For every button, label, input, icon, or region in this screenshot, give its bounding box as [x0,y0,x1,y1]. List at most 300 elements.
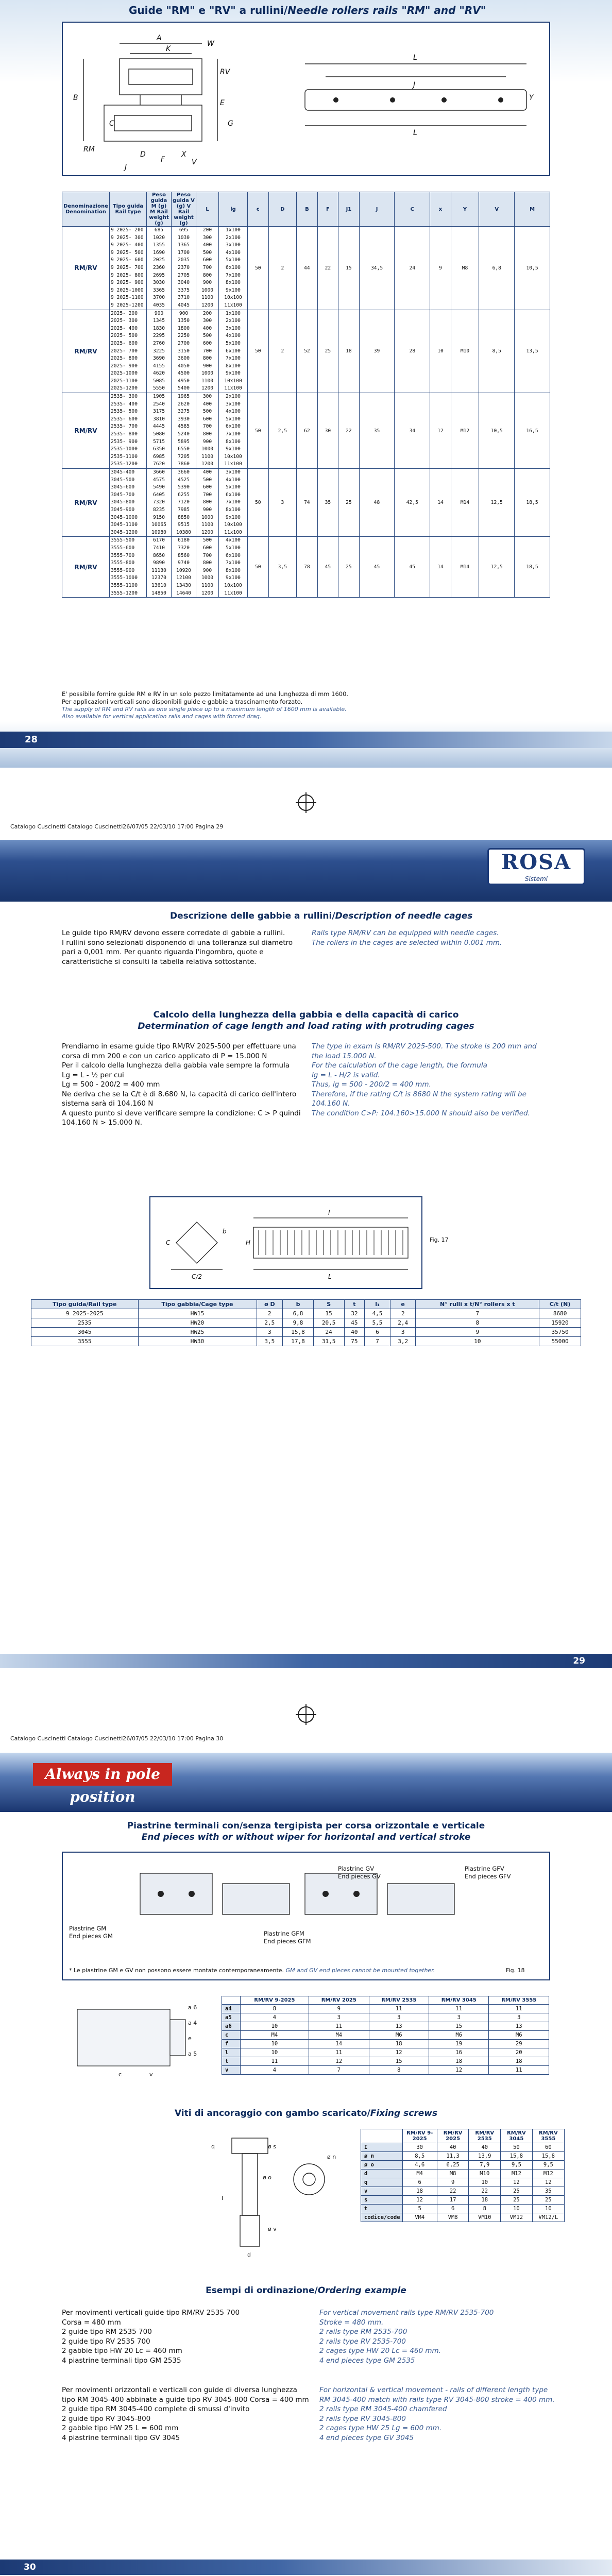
cell: 29 [489,2040,549,2048]
th-s: S [313,1300,344,1309]
rail-types: 9 2025- 200 9 2025- 300 9 2025- 400 9 2025- 500 9 2025- 600 9 2025- 700 9 2025- 800 9 2025- 900 9 2025-1000 9 2025-1100 9 2025-1200 [111,227,144,308]
rail-technical-drawing [63,23,549,175]
val-v: 12,5 [479,469,515,537]
cell-cage: HW20 [138,1318,257,1328]
cell-rollers: 8 [416,1318,539,1328]
val-c-lower: 50 [248,469,269,537]
cell: 8,5 [402,2152,437,2161]
table-row [361,2143,565,2152]
dim-a5: a 5 [188,2050,197,2057]
cell: VM12/L [532,2213,564,2222]
th-denomination: Denominazione Denomination [62,192,110,227]
endpieces-table [222,1996,549,2075]
th-blank [222,1996,241,2005]
page-number-bar [0,732,612,748]
page-number: 28 [25,734,38,745]
cell: 10 [469,2178,501,2187]
val-b: 78 [297,537,318,598]
cell: 12 [429,2066,489,2075]
screw-drawing [191,2128,345,2262]
cell: VM12 [501,2213,533,2222]
th-f: F [317,192,338,227]
cell: 15,8 [501,2152,533,2161]
row-label: a5 [222,2013,241,2022]
cage-cross-section [176,1222,217,1263]
rail-rv-slot [129,69,193,84]
rail-data-table [62,192,550,598]
cell: 8 [240,2005,309,2013]
group-name: RM/RV [62,537,110,598]
dim-c2: C/2 [192,1273,202,1280]
th-x: x [430,192,451,227]
val-b: 74 [297,469,318,537]
page28-notes [62,690,550,720]
val-v: 6,8 [479,227,515,310]
sec1-it: Descrizione delle gabbie a rullini/ [170,911,335,921]
th-9-2025: RM/RV 9-2025 [240,1996,309,2005]
val-v: 8,5 [479,310,515,393]
logo-sub: Sistemi [524,875,548,883]
val-d: 2,5 [268,393,297,469]
table-row [222,2048,549,2057]
th-3045: RM/RV 3045 [501,2129,533,2143]
cell-e: 2,4 [390,1318,416,1328]
cell-d: 2 [257,1309,283,1318]
rail-holes [333,97,503,103]
table-row [361,2213,565,2222]
val-y: M10 [451,310,479,393]
cell-rail: 3555 [31,1337,139,1346]
rail-types: 2535- 300 2535- 400 2535- 500 2535- 600 2535- 700 2535- 800 2535- 900 2535-1000 2535-1100 2535-1200 [111,394,138,467]
group-name: RM/RV [62,310,110,393]
cell-rollers: 10 [416,1337,539,1346]
cell-b: 15,8 [283,1328,314,1337]
cage-table [31,1299,581,1346]
header-banner [0,1753,612,1812]
label-gm: Piastrine GM End pieces GM [69,1925,113,1940]
group-name: RM/RV [62,227,110,310]
order-example-1-it: Per movimenti verticali guide tipo RM/RV 2535 700 Corsa = 480 mm 2 guide tipo RM 2535 700 2 guide tipo RV 2535 700 2 gabbie tipo HW 20 Lc = 460 mm 4 piastrine terminali tipo GM 2535 [62,2309,240,2365]
registration-mark [298,794,314,811]
cell: M12 [532,2170,564,2178]
rail-data-table-wrap [62,192,550,598]
val-b: 44 [297,227,318,310]
length-l: 300 400 500 600 700 800 900 1000 1100 1200 [201,394,214,467]
cell: 11 [309,2048,369,2057]
sec3-en: Ordering example [317,2285,406,2296]
cell-d: 3,5 [257,1337,283,1346]
cell: 10 [240,2022,309,2031]
cell: 18 [429,2057,489,2066]
cell: 8 [369,2066,429,2075]
cell: 10 [501,2205,533,2213]
label-gfm: Piastrine GFM End pieces GFM [264,1930,311,1945]
cell: M8 [437,2170,469,2178]
cell: 3 [429,2013,489,2022]
length-lg: 3x100 4x100 5x100 6x100 7x100 8x100 9x100 10x100 11x100 [224,469,242,535]
table-header-row [222,1996,549,2005]
cell-s: 31,5 [313,1337,344,1346]
screw-thread [240,2215,260,2246]
cell: 6 [402,2178,437,2187]
dim-h: H [246,1239,251,1246]
cell: 20 [489,2048,549,2057]
header-banner [0,840,612,902]
cage-rollers [259,1230,403,1255]
rail-rm-slot [114,115,192,131]
dim-label-j-left: J [125,163,127,172]
cage-drawing [150,1197,421,1288]
cell: VM8 [437,2213,469,2222]
end-piece-gfv [387,1884,454,1914]
rail-types: 3555-500 3555-600 3555-700 3555-800 3555-900 3555-1000 3555-1100 3555-1200 [111,537,138,596]
screws-table [361,2129,565,2222]
figure-caption: Fig. 17 [430,1236,449,1243]
val-d: 3 [268,469,297,537]
table-row [361,2170,565,2178]
th-ct: C/t (N) [539,1300,581,1309]
cell: 11 [369,2005,429,2013]
cell: 9 [437,2178,469,2187]
dim-n: ø n [327,2154,336,2160]
cell: 13,9 [469,2152,501,2161]
note-it: * Le piastrine GM e GV non possono essere montate contemporaneamente. [69,1967,284,1974]
val-b: 52 [297,310,318,393]
th-d: D [268,192,297,227]
cell-ct: 55000 [539,1337,581,1346]
cell: 22 [469,2187,501,2196]
th-9-2025: RM/RV 9-2025 [402,2129,437,2143]
val-d: 2 [268,310,297,393]
table-row [62,227,550,310]
val-d: 2 [268,227,297,310]
cell-b: 9,8 [283,1318,314,1328]
endpiece-profile [67,1994,206,2087]
rail-rv-section [120,59,202,95]
dim-v: v [149,2071,153,2078]
page-title [129,4,486,16]
dim-a6: a 6 [188,2004,197,2011]
val-j1: 25 [338,537,360,598]
th-b: B [297,192,318,227]
length-lg: 1x100 2x100 3x100 4x100 5x100 6x100 7x100 8x100 9x100 10x100 11x100 [224,227,242,308]
dim-label-l-bottom: L [413,129,417,137]
val-y: M14 [451,469,479,537]
cell: 12 [402,2196,437,2205]
val-y: M12 [451,393,479,469]
dim-label-d: D [140,150,146,159]
cell: 12 [532,2178,564,2187]
cell-rail: 9 2025-2025 [31,1309,139,1318]
weight-v: 695 1030 1365 1700 2035 2370 2705 3040 3375 3710 4045 [177,227,190,308]
cell-l1: 5,5 [365,1318,390,1328]
group-name: RM/RV [62,469,110,537]
cell-ct: 8680 [539,1309,581,1318]
section-title-cages [170,911,472,921]
weight-m: 1905 2540 3175 3810 4445 5080 5715 6350 6985 7620 [152,394,165,467]
rail-label-rv: RV [220,68,230,76]
dim-label-b: B [73,94,78,102]
cell: M10 [469,2170,501,2178]
val-x: 10 [430,310,451,393]
section-title-calc-en: Determination of cage length and load rating with protruding cages [138,1021,474,1031]
row-label: f [222,2040,241,2048]
dim-d: d [247,2251,251,2258]
dim-v: ø v [268,2226,277,2232]
section-title-calc-it: Calcolo della lunghezza della gabbia e della capacità di carico [153,1010,459,1020]
dim-s: ø s [268,2143,276,2150]
val-f: 30 [317,393,338,469]
val-d: 3,5 [268,537,297,598]
dim-b: b [223,1228,227,1235]
label-gfv: Piastrine GFV End pieces GFV [465,1865,511,1880]
val-j: 48 [359,469,395,537]
val-c-upper: 34 [395,393,430,469]
table-row [62,537,550,598]
th-l1: l₁ [365,1300,390,1309]
row-label: l [222,2048,241,2057]
val-c-upper: 24 [395,227,430,310]
cell-b: 6,8 [283,1309,314,1318]
endpiece-dim-drawing [67,1994,206,2087]
cell: 3 [489,2013,549,2022]
screw-head [232,2138,268,2154]
cell: 25 [501,2187,533,2196]
cell: 25 [532,2196,564,2205]
cage-table-wrap [31,1299,581,1346]
cell: 11 [429,2005,489,2013]
cell: 7,9 [469,2161,501,2170]
screw-drawing-wrap [191,2128,345,2262]
weight-v: 6180 7320 8560 9740 10920 12100 13430 14640 [176,537,191,596]
screws-table-wrap [361,2129,565,2222]
sec2-en: Fixing screws [370,2108,438,2119]
weight-v: 3660 4525 5390 6255 7120 7985 8850 9515 10380 [176,469,191,535]
cell-t: 40 [344,1328,365,1337]
calc-text-en: The type in exam is RM/RV 2025-500. The stroke is 200 mm and the load 15.000 N. For the calculation of the cage length, the formula lg = L - H/2 is valid. Thus, lg = 500 - 200/2 = 400 mm. Therefore, if the rating C/t is 8680 N the system rating will be 104.160 N. The condition C>P: 104.160>15.000 N should also be verified. [312,1042,537,1117]
page-30 [0,1726,612,2576]
rail-drawing-frame [62,22,550,176]
table-row [222,2005,549,2013]
note-en-1: The supply of RM and RV rails as one single piece up to a maximum length of 1600 mm is available. [62,706,347,713]
th-c-upper: C [395,192,430,227]
cell: 35 [532,2187,564,2196]
cell: 12 [369,2048,429,2057]
th-cage-type: Tipo gabbia/Cage type [138,1300,257,1309]
brand-logo [487,848,585,885]
val-c-upper: 42,5 [395,469,430,537]
cell: M4 [240,2031,309,2040]
note-it-2: Per applicazioni verticali sono disponibili guide e gabbie a trascinamento forzato. [62,698,303,705]
cell: 10 [240,2048,309,2057]
cell: VM4 [402,2213,437,2222]
th-3555: RM/RV 3555 [489,1996,549,2005]
th-y: Y [451,192,479,227]
val-f: 22 [317,227,338,310]
page-28 [0,0,612,768]
cell: 17 [437,2196,469,2205]
th-rail-type: Tipo guida Rail type [110,192,147,227]
table-row [222,2031,549,2040]
cell-e: 3,2 [390,1337,416,1346]
cell: 10 [240,2040,309,2048]
th-rail-type: Tipo guida/Rail type [31,1300,139,1309]
row-label: a6 [222,2022,241,2031]
cell-e: 2 [390,1309,416,1318]
table-row [361,2196,565,2205]
dim-label-e: E [220,99,225,107]
cell: M6 [369,2031,429,2040]
slogan-badge: Always in pole position [33,1763,172,1786]
cell: M4 [402,2170,437,2178]
val-c-lower: 50 [248,227,269,310]
th-2535: RM/RV 2535 [469,2129,501,2143]
val-c-upper: 28 [395,310,430,393]
length-l: 400 500 600 700 800 900 1000 1100 1200 [201,469,214,535]
row-label: a4 [222,2005,241,2013]
row-label: codice/code [361,2213,403,2222]
row-label: v [361,2187,403,2196]
th-weight-m: Peso guida M (g) M Rail weight (g) [147,192,172,227]
row-label: s [361,2196,403,2205]
th-3555: RM/RV 3555 [532,2129,564,2143]
cell-ct: 35750 [539,1328,581,1337]
th-2025: RM/RV 2025 [437,2129,469,2143]
section-title-endpieces-it: Piastrine terminali con/senza tergipista per corsa orizzontale e verticale [127,1821,485,1831]
length-lg: 2x100 3x100 4x100 5x100 6x100 7x100 8x100 9x100 10x100 11x100 [224,394,242,467]
cell-rollers: 7 [416,1309,539,1318]
length-lg: 4x100 5x100 6x100 7x100 8x100 9x100 10x100 11x100 [224,537,242,596]
val-m: 16,5 [515,393,550,469]
cell: 11,3 [437,2152,469,2161]
val-x: 14 [430,537,451,598]
cell-cage: HW25 [138,1328,257,1337]
sec2-it: Viti di ancoraggio con gambo scaricato/ [174,2108,370,2119]
length-l: 500 600 700 800 900 1000 1100 1200 [201,537,214,596]
cell: 13 [369,2022,429,2031]
row-label: q [361,2178,403,2187]
val-v: 10,5 [479,393,515,469]
length-l: 200 300 400 500 600 700 800 900 1000 1100 1200 [201,310,214,392]
th-v: V [479,192,515,227]
page-number: 30 [24,2562,36,2572]
table-row [222,2040,549,2048]
table-row [361,2152,565,2161]
cell-d: 2,5 [257,1318,283,1328]
cages-description-en: Rails type RM/RV can be equipped with needle cages. The rollers in the cages are selected within 0.001 mm. [312,929,502,947]
order-example-2-en: For horizontal & vertical movement - rails of different length type RM 3045-400 match with rails type RV 3045-800 stroke = 400 mm. 2 rails type RM 3045-400 chamfered 2 rails type RV 3045-800 2 cages type HW 25 Lg = 600 mm. 4 end pieces type GV 3045 [319,2386,555,2442]
cages-description-it: Le guide tipo RM/RV devono essere corredate di gabbie a rullini. I rullini sono selezionati disponendo di una tolleranza sul diametro pari a 0,001 mm. Per quanto riguarda l'ingombro, quote e caratteristiche si consulti la tabella relativa sottostante. [62,929,293,966]
cell-cage: HW30 [138,1337,257,1346]
cell: M12 [501,2170,533,2178]
cell: 3 [309,2013,369,2022]
table-row [222,2057,549,2066]
dim-l-upper: L [328,1273,332,1280]
val-m: 18,5 [515,537,550,598]
cell: 15 [369,2057,429,2066]
cell: 9 [309,2005,369,2013]
end-piece-gfm [223,1884,290,1914]
cell: 18 [402,2187,437,2196]
cell: 6 [437,2205,469,2213]
cell-rail: 3045 [31,1328,139,1337]
cell: VM10 [469,2213,501,2222]
val-j: 34,5 [359,227,395,310]
dim-c: C [166,1239,171,1246]
table-header-row [361,2129,565,2143]
th-t: t [344,1300,365,1309]
row-label: ø o [361,2161,403,2170]
cell-l1: 7 [365,1337,390,1346]
row-label: t [361,2205,403,2213]
th-m: M [515,192,550,227]
note-en: GM and GV end pieces cannot be mounted together. [285,1967,435,1974]
order-example-1-en: For vertical movement rails type RM/RV 2535-700 Stroke = 480 mm. 2 rails type RM 2535-700 2 rails type RV 2535-700 2 cages type HW 20 Lc = 460 mm. 4 end pieces type GM 2535 [319,2309,494,2365]
val-j: 35 [359,393,395,469]
th-rollers: N° rulli x t/N° rollers x t [416,1300,539,1309]
val-x: 14 [430,469,451,537]
group-name: RM/RV [62,393,110,469]
section-title-screws [0,2108,612,2119]
length-l: 200 300 400 500 600 700 800 900 1000 1100 1200 [201,227,214,308]
dim-l: l [328,1209,330,1216]
val-m: 18,5 [515,469,550,537]
val-m: 13,5 [515,310,550,393]
row-label: ø n [361,2152,403,2161]
dim-q: q [211,2143,215,2150]
dim-label-a: A [157,34,162,42]
note-en-2: Also available for vertical application rails and cages with forced drag. [62,713,262,720]
table-header-row [31,1300,581,1309]
cell: 18 [469,2196,501,2205]
cell-t: 45 [344,1318,365,1328]
cell: 6,25 [437,2161,469,2170]
page-number-bar [0,2560,612,2575]
val-v: 12,5 [479,537,515,598]
val-b: 62 [297,393,318,469]
cell: 15 [429,2022,489,2031]
cell: 40 [437,2143,469,2152]
cell: 25 [501,2196,533,2205]
weight-m: 685 1020 1355 1690 2025 2360 2695 3030 3365 3700 4035 [152,227,165,308]
row-label: v [222,2066,241,2075]
dim-label-w: W [207,40,214,48]
cell-l1: 6 [365,1328,390,1337]
cell: 12 [309,2057,369,2066]
cell-d: 3 [257,1328,283,1337]
th-l: L [196,192,219,227]
rail-types: 3045-400 3045-500 3045-600 3045-700 3045-800 3045-900 3045-1000 3045-1100 3045-1200 [111,469,138,535]
cell: M6 [429,2031,489,2040]
th-e: e [390,1300,416,1309]
weight-v: 1965 2620 3275 3930 4585 5240 5895 6550 7205 7860 [177,394,190,467]
cell: 4 [240,2066,309,2075]
val-c-lower: 50 [248,310,269,393]
row-label: c [222,2031,241,2040]
table-row [31,1318,581,1328]
th-c-lower: c [248,192,269,227]
table-row [222,2066,549,2075]
val-j: 45 [359,537,395,598]
cell: 8 [469,2205,501,2213]
cell: 7 [309,2066,369,2075]
cell: 11 [309,2022,369,2031]
cell: 50 [501,2143,533,2152]
cell: 30 [402,2143,437,2152]
cell: M4 [309,2031,369,2040]
cell: 11 [240,2057,309,2066]
cell: M6 [489,2031,549,2040]
